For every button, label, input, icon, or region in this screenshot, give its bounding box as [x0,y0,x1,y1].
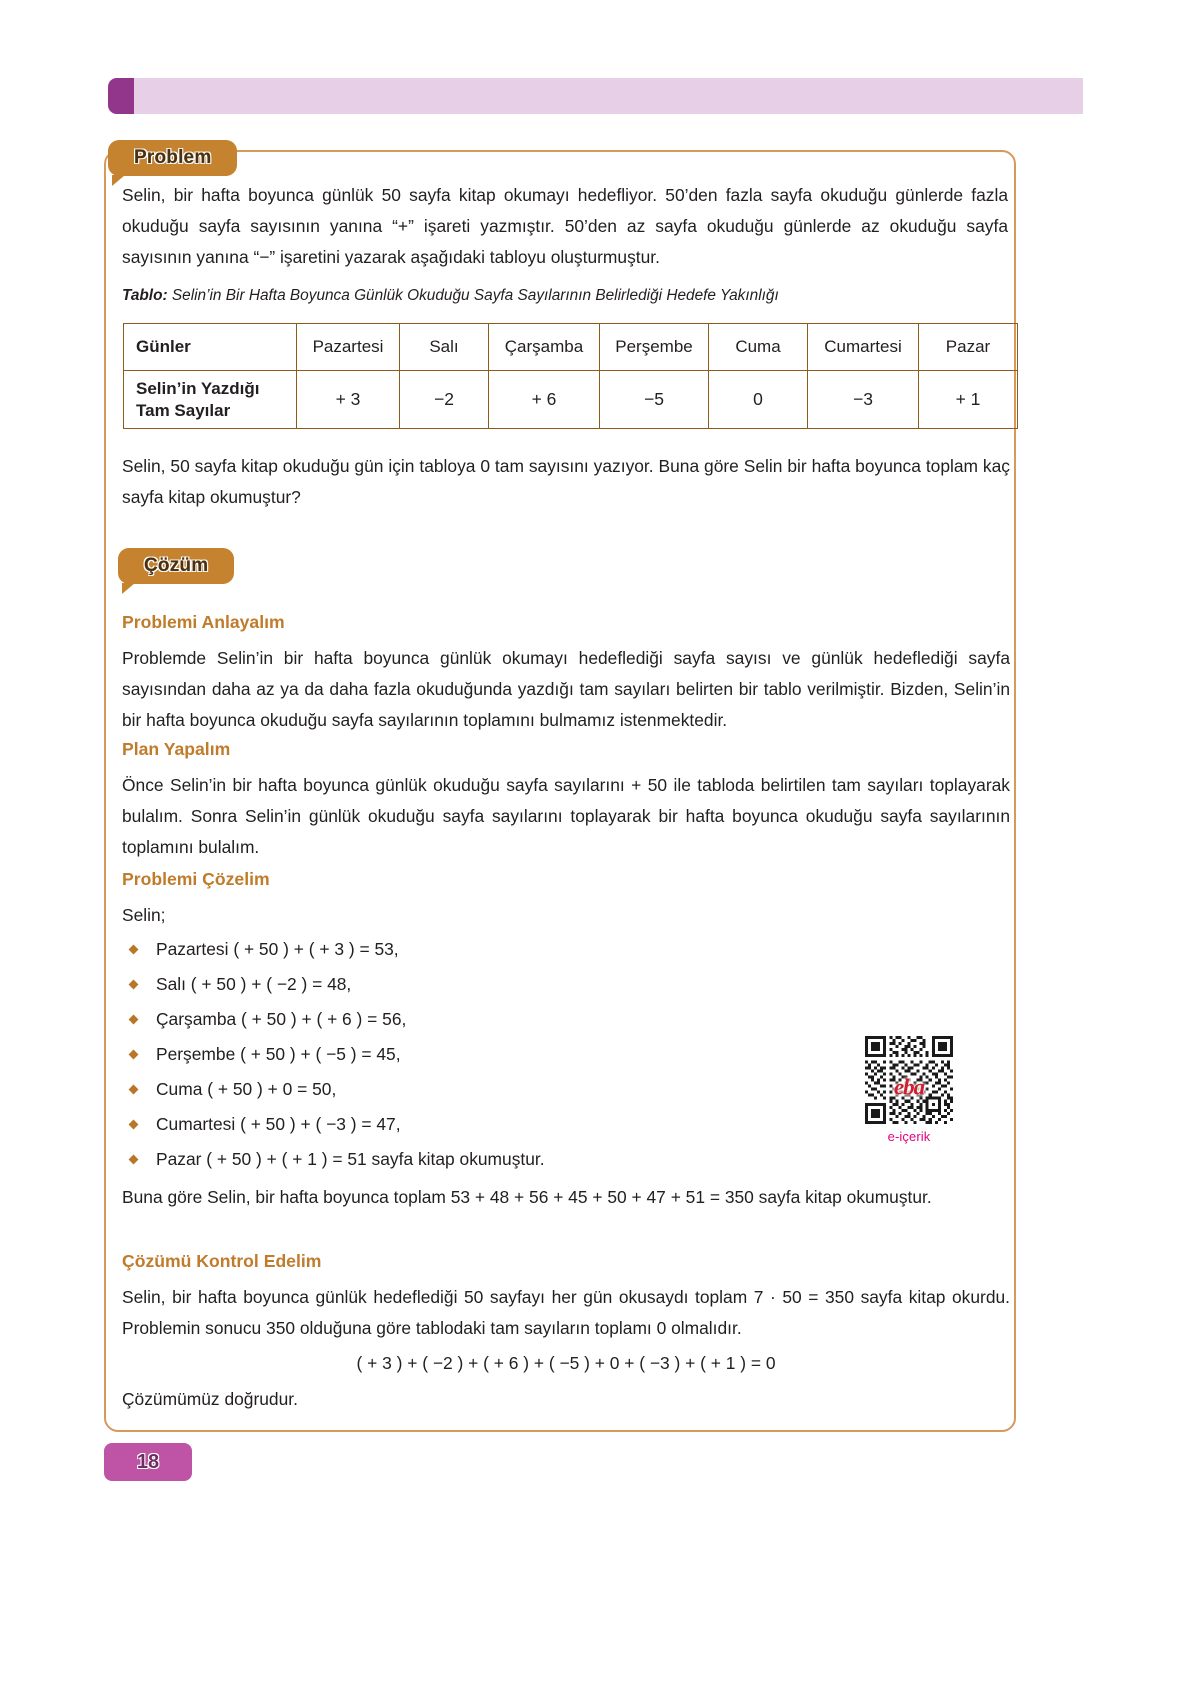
qr-code-block[interactable] [861,1036,957,1144]
table-header-selinin-yazdigi: Selin’in Yazdığı Tam Sayılar [124,371,297,429]
solution-final-statement-text: Çözümümüz doğrudur. [122,1389,298,1409]
list-item-text: Pazartesi ( + 50 ) + ( + 3 ) = 53, [156,939,399,959]
problem-question-text: Selin, 50 sayfa kitap okuduğu gün için tabloya 0 tam sayısını yazıyor. Buna göre Selin bir hafta boyunca toplam kaç sayfa kitap okumuştur? [122,456,1010,507]
table-header-day-5: Cumartesi [808,324,919,371]
list-item [122,967,782,1002]
table-caption [122,285,1008,307]
calculation-list [122,932,782,1177]
section-tab-cozum [118,548,234,584]
section-tab-problem [108,140,237,176]
table-header-day-3: Perşembe [600,324,709,371]
table-header-gunler: Günler [124,324,297,371]
section-tab-cozum-label: Çözüm [144,555,209,576]
page-number-text: 18 [136,1450,160,1473]
list-item-text: Çarşamba ( + 50 ) + ( + 6 ) = 56, [156,1009,407,1029]
table-header-day-1: Salı [400,324,489,371]
list-item [122,932,782,967]
solve-intro-text: Selin; [122,905,166,925]
table-cell-value-1: −2 [400,371,489,429]
bullet-diamond-icon [129,1120,139,1130]
solution-final-statement [122,1384,1010,1415]
heading-problemi-cozelim: Problemi Çözelim [122,869,270,889]
table-cell-value-2: + 6 [489,371,600,429]
solution-conclusion-text: Buna göre Selin, bir hafta boyunca toplam 53 + 48 + 56 + 45 + 50 + 47 + 51 = 350 sayfa kitap okumuştur. [122,1187,932,1207]
text-plan-yapalim [122,770,1010,863]
list-item-text: Perşembe ( + 50 ) + ( −5 ) = 45, [156,1044,401,1064]
table-header-day-4: Cuma [709,324,808,371]
qr-code-image[interactable] [865,1036,953,1124]
problem-statement-text: Selin, bir hafta boyunca günlük 50 sayfa kitap okumayı hedefliyor. 50’den fazla sayfa okuduğu günlerde fazla okuduğu sayfa sayısının yanına “+” işareti yazmıştır. 50’den az sayfa okuduğu günlerde az okuduğu sayfa sayısının yanına “−” işaretini yazarak aşağıdaki tabloyu oluşturmuştur. [122,185,1008,267]
list-item [122,1002,782,1037]
text-problemi-anlayalim [122,643,1010,736]
text-problemi-anlayalim-body: Problemde Selin’in bir hafta boyunca günlük okumayı hedeflediği sayfa sayısı ve günlük hedeflediği sayfa sayısından daha az ya da daha fazla okuduğunda yazdığı tam sayıları belirten bir tablo verilmiştir. Bizden, Selin’in bir hafta boyunca okuduğu sayfa sayılarının toplamını bulmamız istenmektedir. [122,648,1010,730]
text-cozumu-kontrol-edelim-body: Selin, bir hafta boyunca günlük hedeflediği 50 sayfayı her gün okusaydı toplam 7 · 50 = 350 sayfa kitap okurdu. Problemin sonucu 350 olduğuna göre tablodaki tam sayıların toplamı 0 olmalıdır. [122,1287,1010,1338]
list-item-text: Cumartesi ( + 50 ) + ( −3 ) = 47, [156,1114,401,1134]
solve-intro [122,900,622,931]
problem-question [122,451,1010,513]
list-item [122,1142,782,1177]
bullet-diamond-icon [129,945,139,955]
solution-conclusion [122,1182,1010,1213]
text-plan-yapalim-body: Önce Selin’in bir hafta boyunca günlük okuduğu sayfa sayılarını + 50 ile tabloda belirtilen tam sayıları toplayarak bulalım. Sonra Selin’in günlük okuduğu sayfa sayılarını toplayarak bir hafta boyunca okuduğu sayfa sayılarının toplamını bulalım. [122,775,1010,857]
text-cozumu-kontrol-edelim [122,1282,1010,1344]
bullet-diamond-icon [129,980,139,990]
table-cell-value-3: −5 [600,371,709,429]
top-bar-purple-tab [108,78,134,114]
bullet-diamond-icon [129,1050,139,1060]
heading-cozumu-kontrol-edelim: Çözümü Kontrol Edelim [122,1251,322,1271]
list-item [122,1072,782,1107]
table-cell-value-5: −3 [808,371,919,429]
section-tab-problem-label: Problem [134,147,212,168]
heading-problemi-anlayalim: Problemi Anlayalım [122,612,285,632]
bullet-diamond-icon [129,1015,139,1025]
table-caption-label: Tablo: [122,287,168,304]
list-item [122,1037,782,1072]
eba-logo: eba [893,1074,925,1100]
table-header-day-0: Pazartesi [297,324,400,371]
table-cell-value-6: + 1 [919,371,1018,429]
top-decorative-bar [108,78,1083,114]
list-item-text: Salı ( + 50 ) + ( −2 ) = 48, [156,974,352,994]
verification-equation: ( + 3 ) + ( −2 ) + ( + 6 ) + ( −5 ) + 0 + ( −3 ) + ( + 1 ) = 0 [356,1353,776,1373]
bullet-diamond-icon [129,1155,139,1165]
page-number-badge [104,1443,192,1481]
table-header-day-2: Çarşamba [489,324,600,371]
table-header-day-6: Pazar [919,324,1018,371]
list-item-text: Pazar ( + 50 ) + ( + 1 ) = 51 sayfa kitap okumuştur. [156,1149,545,1169]
table-cell-value-0: + 3 [297,371,400,429]
list-item [122,1107,782,1142]
bullet-diamond-icon [129,1085,139,1095]
calculation-list-items [122,932,782,1177]
heading-plan-yapalim: Plan Yapalım [122,739,231,759]
table-cell-value-4: 0 [709,371,808,429]
problem-statement [122,180,1008,273]
data-table-wrapper [123,323,1018,429]
table-row [124,371,1018,429]
list-item-text: Cuma ( + 50 ) + 0 = 50, [156,1079,337,1099]
table-caption-text: Selin’in Bir Hafta Boyunca Günlük Okuduğu Sayfa Sayılarının Belirlediği Hedefe Yakınlığı [171,287,779,304]
top-bar-band [108,78,1083,114]
table-row [124,324,1018,371]
qr-caption-label: e-içerik [887,1129,931,1144]
data-table [123,323,1018,429]
